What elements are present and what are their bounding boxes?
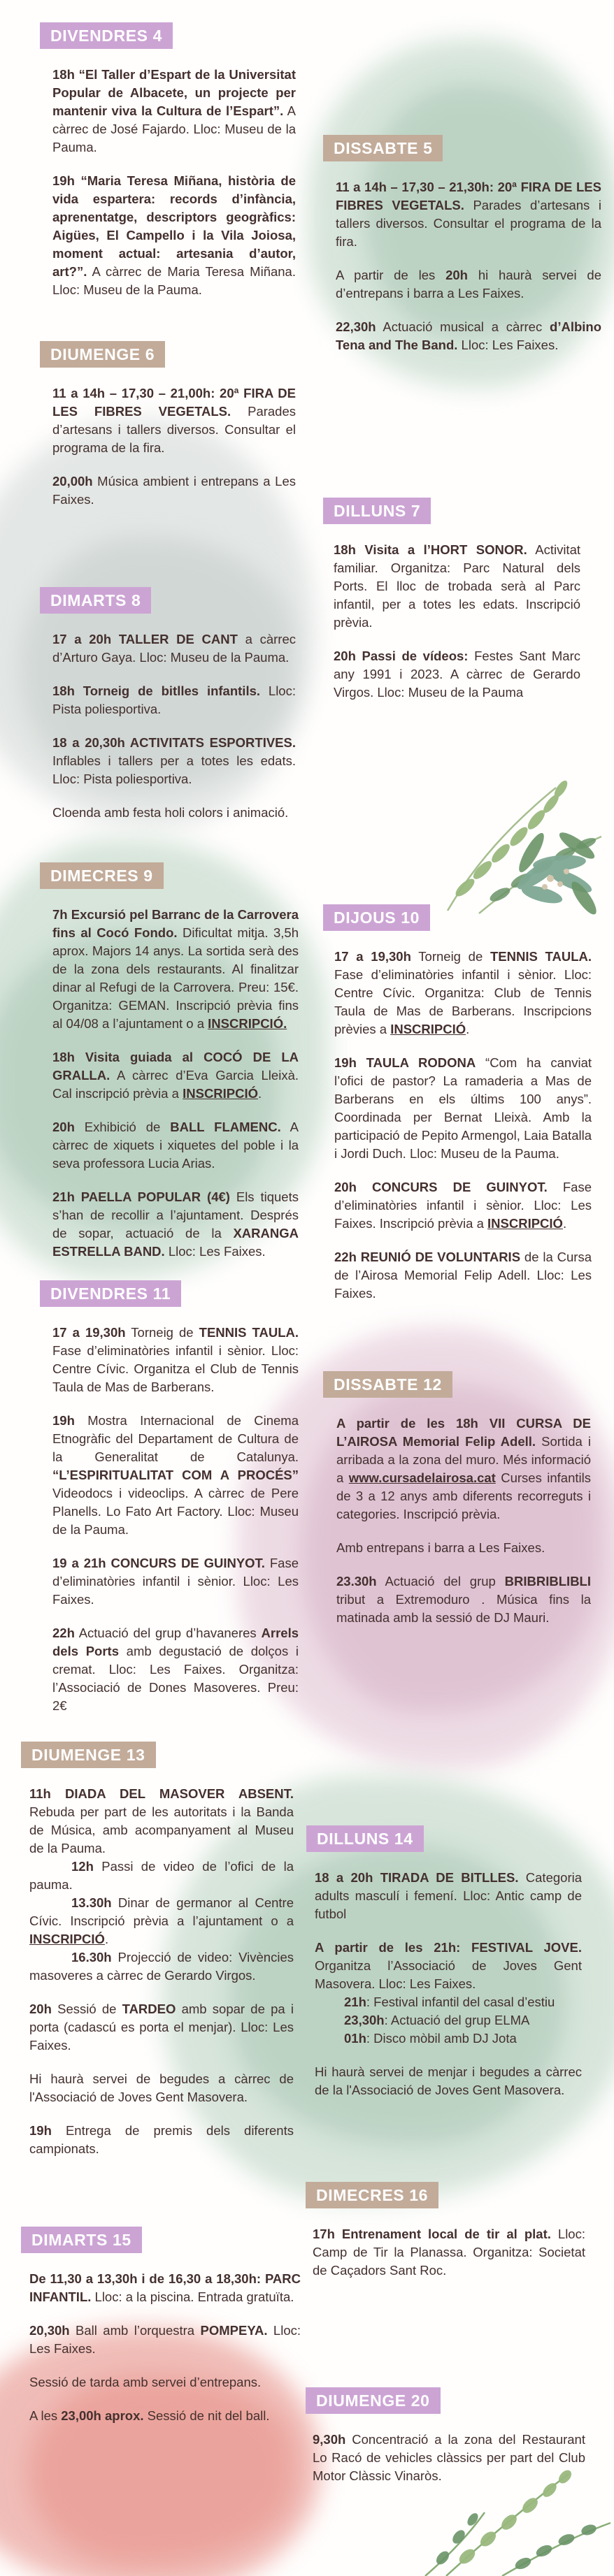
event-text: Fase d’eliminatòries infantil i sènior. Lloc: Centre Cívic. Organitza: Club de Tennis Taula de Mas de Barberans. Inscripcions prèvies a [334, 967, 592, 1037]
event-text-bold: 11 a 14h – 17,30 – 21,30h: 20ª FIRA DE LES FIBRES VEGETALS. [336, 180, 601, 213]
event-text: de la Cursa de l’Airosa Memorial Felip Adell. Lloc: Les Faixes. [334, 1250, 592, 1301]
day-section-dissabte12 [323, 1371, 591, 1642]
event-paragraph [336, 1539, 591, 1557]
event-text: Projecció de video: Vivències masoveres a càrrec de Gerardo Virgos. [29, 1950, 294, 1983]
event-text: Hi haurà servei de begudes a càrrec de l'Associació de Joves Gent Masovera. [29, 2071, 294, 2105]
event-paragraph [29, 2373, 301, 2392]
event-paragraph [336, 178, 601, 251]
day-header-dissabte5: DISSABTE 5 [323, 135, 443, 161]
event-text-bold: De 11,30 a 13,30h i de 16,30 a 18,30h: PARC INFANTIL. [29, 2271, 301, 2305]
event-paragraph [336, 1572, 591, 1627]
event-text: amb sopar de pa i porta (cadascú es porta el menjar). Lloc: Les Faixes. [29, 2002, 294, 2053]
event-paragraph [315, 1939, 582, 1993]
event-text-bold: 18h Torneig de bitlles infantils. [52, 683, 261, 699]
event-text-bold: 17 a 20h TALLER DE CANT [52, 632, 238, 647]
day-section-divendres11 [40, 1280, 299, 1730]
event-paragraph [334, 541, 580, 632]
event-text: hi haurà servei de d’entrepans i barra a Les Faixes. [336, 268, 601, 301]
event-paragraph [336, 266, 601, 303]
event-text-bold: 17 a 19,30h [52, 1325, 126, 1340]
inscripcio-link[interactable]: INSCRIPCIÓ. [208, 1016, 287, 1032]
event-text-bold: d’Albino Tena and The Band. [336, 319, 601, 353]
event-text: A càrrec de xiquets i xiquetes del poble i la seva professora Lucia Arias. [52, 1120, 299, 1171]
event-text: Activitat familiar. Organitza: Parc Natural dels Ports. El lloc de trobada serà al Parc infantil, per a totes les edats. Inscripció prèvia. [334, 542, 581, 630]
event-paragraph [52, 472, 296, 509]
event-text: Fase d’eliminatòries infantil i sènior. Lloc: Les Faixes. Inscripció prèvia a [334, 1180, 592, 1231]
section-body-dijous10 [323, 948, 592, 1303]
event-text-bold: 20,00h [52, 474, 93, 489]
inscripcio-link[interactable]: INSCRIPCIÓ [487, 1216, 563, 1231]
event-text-bold: 20h Passi de vídeos: [334, 649, 469, 664]
event-paragraph [313, 2431, 585, 2485]
event-paragraph [52, 1188, 299, 1261]
event-text: Fase d’eliminatòries infantil i sènior. Lloc: Les Faixes. [52, 1556, 299, 1607]
day-section-dimecres16 [306, 2182, 585, 2295]
section-body-divendres4 [40, 66, 296, 299]
event-text: Lloc: Camp de Tir la Planassa. Organitza: Societat de Caçadors Sant Roc. [313, 2227, 585, 2278]
event-text-bold: 18h Visita a l’HORT SONOR. [334, 542, 527, 558]
event-paragraph [29, 2270, 301, 2306]
event-text-bold: BALL FLAMENC. [170, 1120, 281, 1135]
event-text: Hi haurà servei de menjar i begudes a càrrec de la l'Associació de Joves Gent Masovera. [315, 2064, 582, 2098]
event-text: A partir de les [336, 268, 446, 283]
day-header-divendres11: DIVENDRES 11 [40, 1280, 181, 1307]
event-text: Inflables i tallers per a totes les edats. Lloc: Pista poliesportiva. [52, 753, 296, 787]
event-text-bold: 21h [344, 1995, 366, 2010]
event-text: Fase d’eliminatòries infantil i sènior. Lloc: Centre Cívic. Organitza el Club de Tennis Taula de Mas de Barberans. [52, 1343, 299, 1395]
event-text-bold: 9,30h [313, 2432, 346, 2447]
event-paragraph [52, 66, 296, 157]
event-paragraph [52, 734, 296, 788]
event-text-bold: 7h Excursió pel Barranc de la Carrovera fins al Cocó Fondo. [52, 907, 299, 941]
inscripcio-link[interactable]: INSCRIPCIÓ [390, 1022, 466, 1037]
event-text-bold: 16.30h [71, 1950, 112, 1965]
section-body-diumenge6 [40, 384, 296, 509]
event-text: A càrrec de José Fajardo. Lloc: Museu de la Pauma. [52, 103, 296, 155]
event-text: Organitza l’Associació de Joves Gent Masovera. Lloc: Les Faixes. [315, 1958, 582, 1992]
event-paragraph [313, 2225, 585, 2280]
event-paragraph [29, 1894, 294, 1948]
day-section-dimecres9 [40, 862, 299, 1276]
event-text: Amb entrepans i barra a Les Faixes. [336, 1540, 545, 1556]
event-paragraph [52, 1554, 299, 1609]
event-paragraph [334, 948, 592, 1039]
day-section-dijous10 [323, 904, 592, 1318]
event-text-bold: 22h REUNIÓ DE VOLUNTARIS [334, 1250, 521, 1265]
event-text-bold: 23.30h [336, 1574, 377, 1589]
day-header-diumenge13: DIUMENGE 13 [21, 1742, 156, 1768]
event-paragraph [52, 1624, 299, 1715]
day-header-dimarts8: DIMARTS 8 [40, 587, 151, 614]
event-text: Actuació del grup d’havaneres [74, 1626, 262, 1641]
event-text: Lloc: Les Faixes. [29, 2323, 301, 2357]
event-paragraph [334, 1248, 592, 1303]
event-text: Música ambient i entrepans a Les Faixes. [52, 474, 296, 507]
event-text-bold: 17h Entrenament local de tir al plat. [313, 2227, 551, 2242]
event-text: Actuació musical a càrrec [376, 319, 550, 335]
day-section-dilluns14 [306, 1825, 582, 2115]
event-text: : Actuació del grup ELMA [384, 2013, 530, 2028]
event-text: Sessió de [51, 2002, 122, 2017]
event-text: Passi de video de l’ofici de la pauma. [29, 1859, 294, 1893]
event-text: Lloc: Les Faixes. [457, 338, 559, 353]
event-text-bold: 19h TAULA RODONA [334, 1055, 476, 1071]
event-text-bold: 20h [445, 268, 468, 283]
section-body-divendres11 [40, 1324, 299, 1715]
event-text-bold: 19h [52, 1413, 75, 1428]
event-text: a càrrec d’Arturo Gaya. Lloc: Museu de la Pauma. [52, 632, 296, 665]
day-section-diumenge20 [306, 2387, 585, 2501]
event-text-bold: TENNIS TAULA. [490, 949, 592, 964]
inscripcio-link[interactable]: INSCRIPCIÓ [29, 1932, 105, 1947]
cursadelairosa-link[interactable]: www.cursadelairosa.cat [348, 1470, 496, 1486]
event-text-bold: 12h [71, 1859, 94, 1874]
event-text-bold: 23,30h [344, 2013, 385, 2028]
event-text: “Com ha canviat l’ofici de pastor? La ramaderia a Mas de Barberans en els últims 100 anys”. Coordinada per Bernat Lleixà. Amb la participació de Pepito Armengol, Laia Batalla i Jordi Duch. Lloc: Museu de la Pauma. [334, 1055, 592, 1162]
event-paragraph [52, 1412, 299, 1539]
event-text-bold: 01h [344, 2031, 366, 2046]
event-text-bold: 20,30h [29, 2323, 70, 2338]
event-paragraph [29, 2000, 294, 2055]
event-text: A càrrec de Maria Teresa Miñana. Lloc: Museu de la Pauma. [52, 264, 296, 298]
event-text: amb degustació de dolços i cremat. Lloc: Les Faixes. Organitza: l’Associació de Dones Masoveres. Preu: 2€ [52, 1644, 299, 1714]
event-paragraph [29, 1785, 294, 1858]
event-text: Torneig de [410, 949, 490, 964]
event-text-bold: 19h [29, 2123, 52, 2139]
day-section-dissabte5 [323, 135, 601, 370]
event-text-bold: 19h “Maria Teresa Miñana, història de vida espartera: records d’infància, aprenentatge, descriptors geogràfics: Aigües, El Campello i la Vila Joiosa, moment actual: artesania d’autor, art?”. [52, 173, 296, 280]
event-text-bold: 20h [29, 2002, 52, 2017]
section-body-dissabte5 [323, 178, 601, 354]
event-text-bold: POMPEYA. [200, 2323, 268, 2338]
event-paragraph [336, 1414, 591, 1524]
event-text-bold: 17 a 19,30h [334, 949, 411, 964]
section-body-diumenge20 [306, 2431, 585, 2485]
event-text-bold: 22h [52, 1626, 75, 1641]
section-body-dissabte12 [323, 1414, 591, 1627]
section-body-dilluns14 [306, 1869, 582, 2099]
event-text: Categoria adults masculí i femení. Lloc: Antic camp de futbol [315, 1870, 583, 1922]
day-header-divendres4: DIVENDRES 4 [40, 22, 173, 49]
section-body-diumenge13 [21, 1785, 294, 2158]
section-body-dilluns7 [323, 541, 580, 702]
event-text: Lloc: Pista poliesportiva. [52, 683, 296, 717]
event-paragraph [52, 172, 296, 299]
event-paragraph [29, 1858, 294, 1894]
event-paragraph [315, 1869, 582, 1923]
day-header-dilluns7: DILLUNS 7 [323, 498, 431, 524]
event-paragraph [344, 1993, 582, 2011]
day-header-dijous10: DIJOUS 10 [323, 904, 430, 931]
event-text-bold: 18h Visita guiada al COCÓ DE LA GRALLA. [52, 1050, 299, 1083]
event-paragraph [52, 906, 299, 1033]
event-paragraph [52, 1048, 299, 1103]
event-text: Sortida i arribada a la zona del muro. Més informació a [336, 1434, 591, 1486]
event-text: . [258, 1086, 262, 1101]
event-text-bold: A partir de les 21h: FESTIVAL JOVE. [315, 1940, 582, 1955]
event-paragraph [344, 2011, 582, 2029]
event-paragraph [334, 1178, 592, 1233]
day-header-dimarts15: DIMARTS 15 [21, 2227, 142, 2253]
day-header-dimecres9: DIMECRES 9 [40, 862, 164, 889]
event-text: Sessió de tarda amb servei d’entrepans. [29, 2375, 262, 2390]
event-text-bold: 13.30h [71, 1895, 112, 1911]
event-paragraph [334, 647, 580, 702]
day-header-diumenge6: DIUMENGE 6 [40, 341, 165, 368]
event-text: . [104, 1932, 109, 1947]
day-section-diumenge13 [21, 1742, 294, 2173]
day-header-dimecres16: DIMECRES 16 [306, 2182, 438, 2208]
event-text-bold: 20h CONCURS DE GUINYOT. [334, 1180, 548, 1195]
event-paragraph [52, 682, 296, 718]
event-text-bold: A partir de les 18h VII CURSA DE L’AIROSA Memorial Felip Adell. [336, 1416, 591, 1449]
event-text-bold: Arrels dels Ports [52, 1626, 299, 1659]
event-text: Ball amb l’orquestra [69, 2323, 201, 2338]
event-paragraph [334, 1054, 592, 1163]
event-text: . [562, 1216, 567, 1231]
event-text: Lloc: a la piscina. Entrada gratuïta. [91, 2289, 294, 2305]
event-text: Cloenda amb festa holi colors i animació. [52, 805, 289, 820]
event-text: tribut a Extremoduro . Música fins la matinada amb la sessió de DJ Mauri. [336, 1592, 591, 1626]
event-paragraph [29, 2322, 301, 2358]
event-text: : Disco mòbil amb DJ Jota [366, 2031, 517, 2046]
event-text-bold: 18 a 20,30h ACTIVITATS ESPORTIVES. [52, 735, 296, 751]
section-body-dimarts15 [21, 2270, 301, 2425]
event-text: Dinar de germanor al Centre Cívic. Inscripció prèvia a l’ajuntament o a [29, 1895, 294, 1929]
event-paragraph [336, 318, 601, 354]
event-text: Entrega de premis dels diferents campionats. [29, 2123, 294, 2157]
event-text: Actuació del grup [376, 1574, 505, 1589]
event-paragraph [315, 2063, 582, 2099]
event-text-bold: XARANGA ESTRELLA BAND. [52, 1226, 299, 1259]
day-section-diumenge6 [40, 341, 296, 524]
event-text-bold: TENNIS TAULA. [199, 1325, 299, 1340]
event-paragraph [29, 1948, 294, 1985]
event-text: . [466, 1022, 470, 1037]
event-text-bold: 11 a 14h – 17,30 – 21,00h: 20ª FIRA DE LES FIBRES VEGETALS. [52, 386, 296, 419]
day-header-diumenge20: DIUMENGE 20 [306, 2387, 441, 2414]
day-section-divendres4 [40, 22, 296, 314]
day-section-dimarts15 [21, 2227, 301, 2440]
event-text: A les [29, 2408, 62, 2424]
event-paragraph [52, 384, 296, 457]
event-text: Parades d’artesans i tallers diversos. Consultar el programa de la fira. [336, 198, 601, 249]
event-paragraph [344, 2029, 582, 2048]
event-text-bold: 18 a 20h TIRADA DE BITLLES. [315, 1870, 519, 1886]
event-text: A càrrec d’Eva Garcia Lleixà. Cal inscripció prèvia a [52, 1068, 299, 1101]
event-paragraph [52, 1324, 299, 1396]
event-paragraph [52, 1118, 299, 1173]
event-text: Dificultat mitja. 3,5h aprox. Majors 14 anys. La sortida serà des de la zona dels restaurants. Al finalitzar dinar al Refugi de la Carrovera. Preu: 15€. Organitza: GEMAN. Inscripció prèvia fins al 04/08 a l’ajuntament o a [52, 925, 299, 1032]
event-text: Els tiquets s’han de recollir a l’ajuntament. Després de sopar, actuació de la [52, 1189, 299, 1241]
event-text: Curses infantils de 3 a 12 anys amb diferents recorreguts i categories. Inscripció prèvia. [336, 1470, 591, 1522]
event-text: Torneig de [125, 1325, 199, 1340]
event-text: Mostra Internacional de Cinema Etnogràfic del Departament de Cultura de la Generalitat de Catalunya. [52, 1413, 299, 1465]
event-text-bold: TARDEO [122, 2002, 176, 2017]
event-paragraph [29, 2122, 294, 2158]
event-text: : Festival infantil del casal d’estiu [366, 1995, 555, 2010]
event-text: Videodocs i videoclips. A càrrec de Pere Planells. Lo Fato Art Factory. Lloc: Museu de la Pauma. [52, 1486, 299, 1537]
event-text-bold: 20h [52, 1120, 75, 1135]
inscripcio-link[interactable]: INSCRIPCIÓ [183, 1086, 259, 1101]
event-text-bold: 18h “El Taller d’Espart de la Universitat Popular de Albacete, un projecte per mantenir viva la Cultura de l’Espart”. [52, 67, 296, 119]
event-text: Parades d’artesans i tallers diversos. Consultar el programa de la fira. [52, 404, 297, 456]
event-text: Festes Sant Marc any 1991 i 2023. A càrrec de Gerardo Virgos. Lloc: Museu de la Pauma [334, 649, 580, 700]
event-text-bold: “L’ESPIRITUALITAT COM A PROCÉS” [52, 1468, 299, 1483]
day-header-dilluns14: DILLUNS 14 [306, 1825, 424, 1852]
event-text-bold: 22,30h [336, 319, 376, 335]
day-header-dissabte12: DISSABTE 12 [323, 1371, 452, 1398]
event-text: Sessió de nit del ball. [143, 2408, 270, 2424]
event-text-bold: 19 a 21h CONCURS DE GUINYOT. [52, 1556, 265, 1571]
section-body-dimarts8 [40, 630, 296, 822]
day-section-dimarts8 [40, 587, 296, 837]
day-section-dilluns7 [323, 498, 580, 717]
event-text: Exhibició de [74, 1120, 171, 1135]
event-text-bold: BRIBRIBLIBLI [504, 1574, 591, 1589]
event-text-bold: 23,00h aprox. [61, 2408, 144, 2424]
section-body-dimecres16 [306, 2225, 585, 2280]
event-text-bold: 11h DIADA DEL MASOVER ABSENT. [29, 1786, 294, 1802]
event-text: Lloc: Les Faixes. [164, 1244, 266, 1259]
event-paragraph [29, 2070, 294, 2106]
section-body-dimecres9 [40, 906, 299, 1261]
event-paragraph [29, 2407, 301, 2425]
event-text-bold: 21h PAELLA POPULAR (4€) [52, 1189, 230, 1205]
event-paragraph [52, 804, 296, 822]
event-paragraph [52, 630, 296, 667]
event-text: Rebuda per part de les autoritats i la Banda de Música, amb acompanyament al Museu de la Pauma. [29, 1804, 294, 1856]
event-text: Concentració a la zona del Restaurant Lo Racó de vehicles clàssics per part del Club Motor Clàssic Vinaròs. [313, 2432, 585, 2484]
